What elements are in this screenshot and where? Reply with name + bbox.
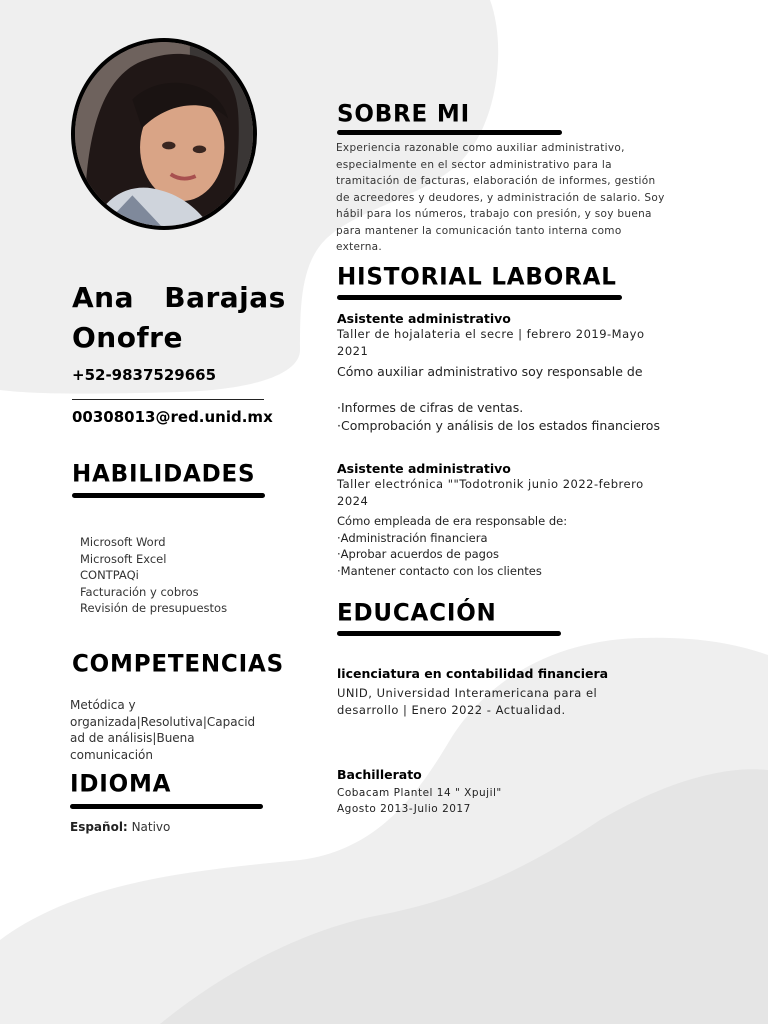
language-heading-bar — [70, 804, 263, 809]
education-detail: Agosto 2013-Julio 2017 — [337, 803, 471, 815]
about-text: Experiencia razonable como auxiliar administrativo, especialmente en el sector administrativo para la tramitación de facturas, elaboración de informes, gestión de acreedores y deudores, y administración de salario. Soy hábil para los números, trabajo con presión, y soy buena para mantener la comunicación tanto interna como externa. — [336, 142, 665, 253]
phone-number[interactable]: +52-9837529665 — [72, 366, 217, 384]
work-heading: HISTORIAL LABORAL — [337, 263, 617, 291]
education-detail: Cobacam Plantel 14 " Xpujil" — [337, 787, 502, 799]
skills-list — [80, 534, 227, 617]
job-entry — [337, 461, 647, 579]
profile-photo — [71, 38, 257, 230]
language-entry — [70, 820, 170, 834]
skill-item: Facturación y cobros — [80, 584, 199, 599]
job-title: Asistente administrativo — [337, 461, 511, 476]
language-label: Español: — [70, 820, 128, 834]
job-company: Taller electrónica ""Todotronik junio 2022-febrero 2024 — [337, 477, 644, 508]
skills-heading: HABILIDADES — [72, 460, 256, 488]
job-item: ·Administración financiera — [337, 530, 488, 545]
job-item: ·Aprobar acuerdos de pagos — [337, 547, 500, 561]
language-level: Nativo — [131, 820, 171, 834]
education-entry — [337, 767, 637, 817]
job-title: Asistente administrativo — [337, 311, 511, 326]
skills-heading-bar — [72, 493, 265, 498]
about-heading-bar — [337, 130, 562, 135]
job-entry — [337, 311, 660, 436]
language-heading: IDIOMA — [70, 770, 172, 798]
job-item: ·Comprobación y análisis de los estados financieros — [337, 418, 660, 433]
work-heading-bar — [337, 295, 622, 300]
education-heading-bar — [337, 631, 561, 636]
skill-item: Microsoft Word — [80, 535, 166, 549]
portrait-image — [75, 42, 253, 226]
education-title: Bachillerato — [337, 767, 422, 782]
about-heading: SOBRE MI — [337, 100, 470, 128]
skill-item: Microsoft Excel — [80, 551, 167, 566]
competencies-text: Metódica y organizada|Resolutiva|Capacid ad de análisis|Buena comunicación — [70, 698, 256, 762]
contact-divider — [72, 399, 264, 400]
job-item: ·Mantener contacto con los clientes — [337, 563, 542, 578]
job-intro: Cómo empleada de era responsable de: — [337, 514, 568, 528]
full-name: Ana Barajas Onofre — [72, 281, 286, 354]
job-item: ·Informes de cifras de ventas. — [337, 399, 524, 415]
education-entry — [337, 666, 637, 719]
job-intro: Cómo auxiliar administrativo soy responsable de — [337, 364, 643, 379]
job-company: Taller de hojalateria el secre | febrero 2019-Mayo 2021 — [337, 327, 645, 358]
skill-item: CONTPAQi — [80, 568, 139, 582]
education-heading: EDUCACIÓN — [337, 599, 497, 627]
skill-item: Revisión de presupuestos — [80, 601, 228, 615]
education-title: licenciatura en contabilidad financiera — [337, 666, 609, 681]
education-detail: UNID, Universidad Interamericana para el desarrollo | Enero 2022 - Actualidad. — [337, 686, 598, 717]
competencies-heading: COMPETENCIAS — [72, 650, 284, 678]
email-address[interactable]: 00308013@red.unid.mx — [72, 408, 273, 426]
